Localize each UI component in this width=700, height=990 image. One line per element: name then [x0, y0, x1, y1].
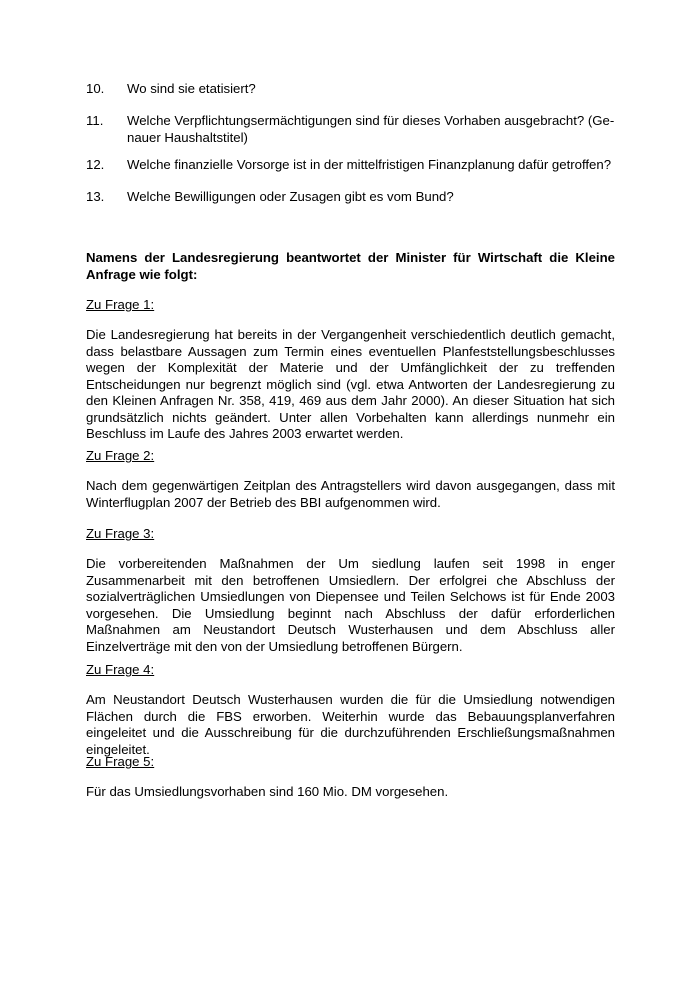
question-number: 12.	[86, 157, 105, 172]
question-number: 11.	[86, 113, 104, 128]
answer-heading-1: Zu Frage 1:	[86, 297, 155, 312]
answer-text-2: Nach dem gegenwärtigen Zeitplan des Antragstellers wird davon ausgegangen, dass mit Winterflugplan 2007 der Betrieb des BBI aufgenommen wird.	[86, 478, 615, 510]
question-13	[86, 189, 615, 206]
answer-text-5: Für das Umsiedlungsvorhaben sind 160 Mio. DM vorgesehen.	[86, 784, 449, 799]
question-text: Wo sind sie etatisiert?	[127, 81, 256, 96]
answer-intro: Namens der Landesregierung beantwortet der Minister für Wirtschaft die Kleine Anfrage wie folgt:	[86, 250, 615, 282]
question-number: 10.	[86, 81, 105, 96]
question-12	[86, 157, 615, 174]
question-text: Welche Verpflichtungsermächtigungen sind für dieses Vorhaben ausgebracht? (Ge-nauer Haushaltstitel)	[127, 113, 615, 145]
answer-text-3: Die vorbereitenden Maßnahmen der Um siedlung laufen seit 1998 in enger Zusammenarbeit mit den betroffenen Umsiedlern. Der erfolgrei che Abschluss der sozialverträglichen Umsiedlungen von Diepensee und Teilen Selchows ist für Ende 2003 vorgesehen. Die Umsiedlung beginnt nach Abschluss der dafür erforderlichen Maßnahmen am Neustandort Deutsch Wusterhausen und dem Abschluss aller Einzelverträge mit den von der Umsiedlung betroffenen Bürgern.	[86, 556, 615, 654]
answer-heading-2: Zu Frage 2:	[86, 448, 155, 463]
answer-heading-4: Zu Frage 4:	[86, 662, 155, 677]
question-text: Welche Bewilligungen oder Zusagen gibt es vom Bund?	[127, 189, 454, 204]
answer-text-1: Die Landesregierung hat bereits in der Vergangenheit verschiedentlich deutlich gemacht, dass belastbare Aussagen zum Termin eines eventuellen Planfeststellungsbeschlusses wegen der Komplexität der Materie und der Umfänglichkeit der zu treffenden Entscheidungen nur begrenzt möglich sind (vgl. etwa Antworten der Landesregierung zu den Kleinen Anfragen Nr. 358, 419, 469 aus dem Jahr 2000). An dieser Situation hat sich grundsätzlich nichts geändert. Unter allen Vorbehalten kann allerdings nunmehr ein Beschluss im Laufe des Jahres 2003 erwartet werden.	[86, 327, 615, 441]
answer-text-4: Am Neustandort Deutsch Wusterhausen wurden die für die Umsiedlung notwendigen Flächen durch die FBS erworben. Weiterhin wurde das Bebauungsplanverfahren eingeleitet und die Ausschreibung für die durchzuführenden Erschließungsmaßnahmen eingeleitet.	[86, 692, 615, 757]
question-10	[86, 81, 615, 98]
answer-heading-5: Zu Frage 5:	[86, 754, 155, 769]
question-text: Welche finanzielle Vorsorge ist in der mittelfristigen Finanzplanung dafür getroffen?	[127, 157, 612, 172]
answer-heading-3: Zu Frage 3:	[86, 526, 155, 541]
question-number: 13.	[86, 189, 105, 204]
question-11	[86, 113, 615, 146]
